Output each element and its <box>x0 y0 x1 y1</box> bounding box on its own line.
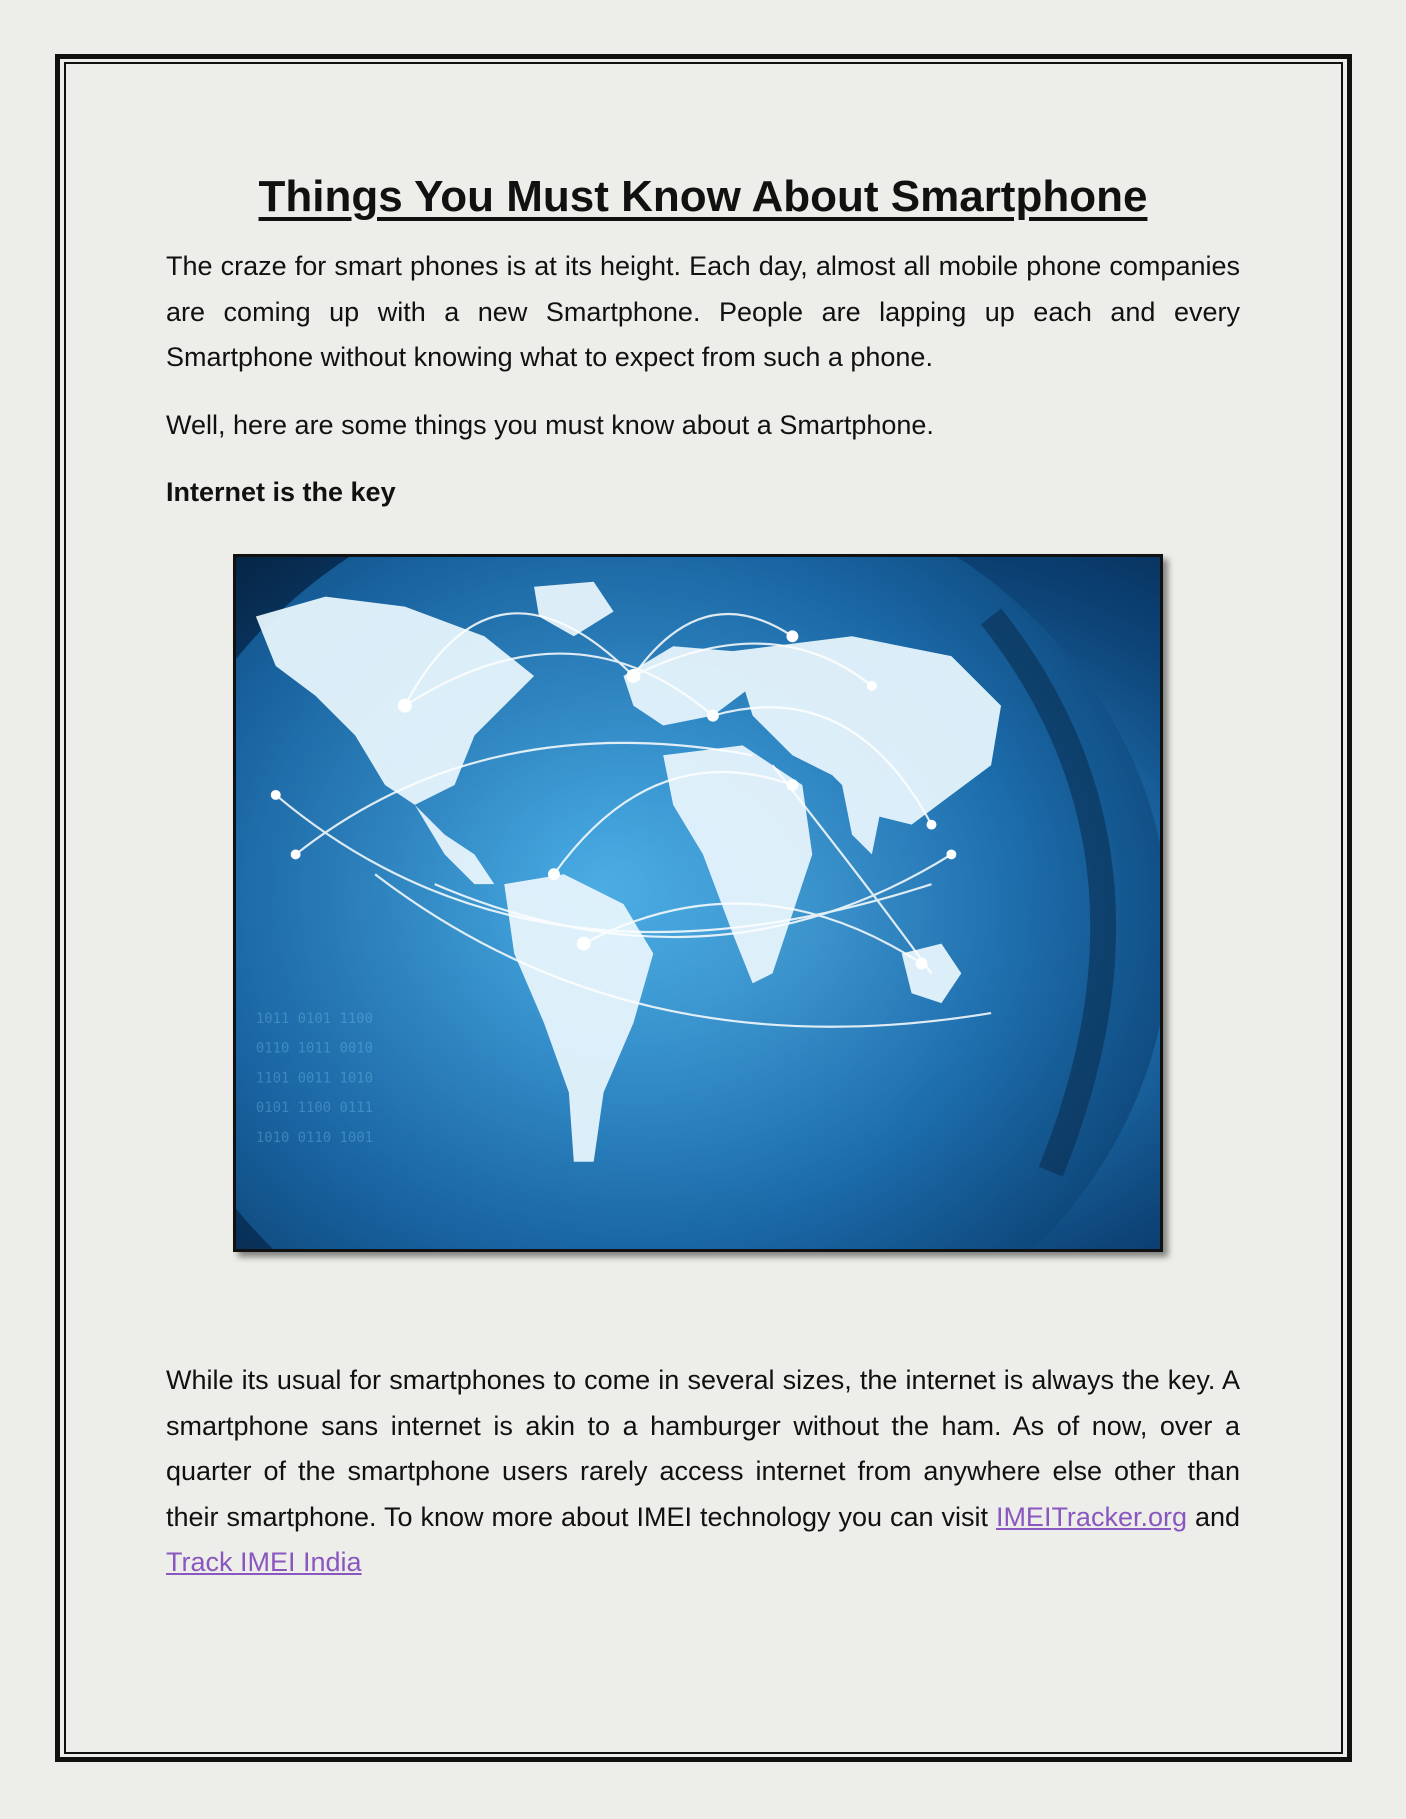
document-title: Things You Must Know About Smartphone <box>258 172 1148 221</box>
svg-text:0101 1100 0111: 0101 1100 0111 <box>255 1100 373 1117</box>
link-connector: and <box>1186 1501 1240 1532</box>
internet-paragraph-text: While its usual for smartphones to come in several sizes, the internet is always the key. A smartphone sans internet is akin to a hamburger without the ham. As of now, over a quarter of the smartphone users rarely access internet from anywhere else other than their smartphone. To know more about IMEI technology you can visit <box>166 1365 1240 1532</box>
section-heading: Internet is the key <box>166 477 396 507</box>
globe-network-image <box>233 554 1163 1252</box>
svg-text:0110 1011 0010: 0110 1011 0010 <box>255 1040 373 1057</box>
intro-paragraph: The craze for smart phones is at its height. Each day, almost all mobile phone companies are coming up with a new Smartphone. People are lapping up each and every Smartphone without knowing what to expect from such a phone. <box>166 251 1240 372</box>
svg-text:1010 0110 1001: 1010 0110 1001 <box>255 1129 373 1146</box>
svg-text:1101 0011 1010: 1101 0011 1010 <box>255 1070 373 1087</box>
globe-illustration <box>236 557 1160 1249</box>
svg-text:1011 0101 1100: 1011 0101 1100 <box>255 1010 373 1027</box>
internet-paragraph <box>166 1358 1240 1586</box>
document-body <box>166 166 1240 515</box>
lead-paragraph: Well, here are some things you must know about a Smartphone. <box>166 409 934 440</box>
track-imei-india-link[interactable]: Track IMEI India <box>166 1547 362 1577</box>
imeitracker-link[interactable]: IMEITracker.org <box>995 1501 1187 1532</box>
